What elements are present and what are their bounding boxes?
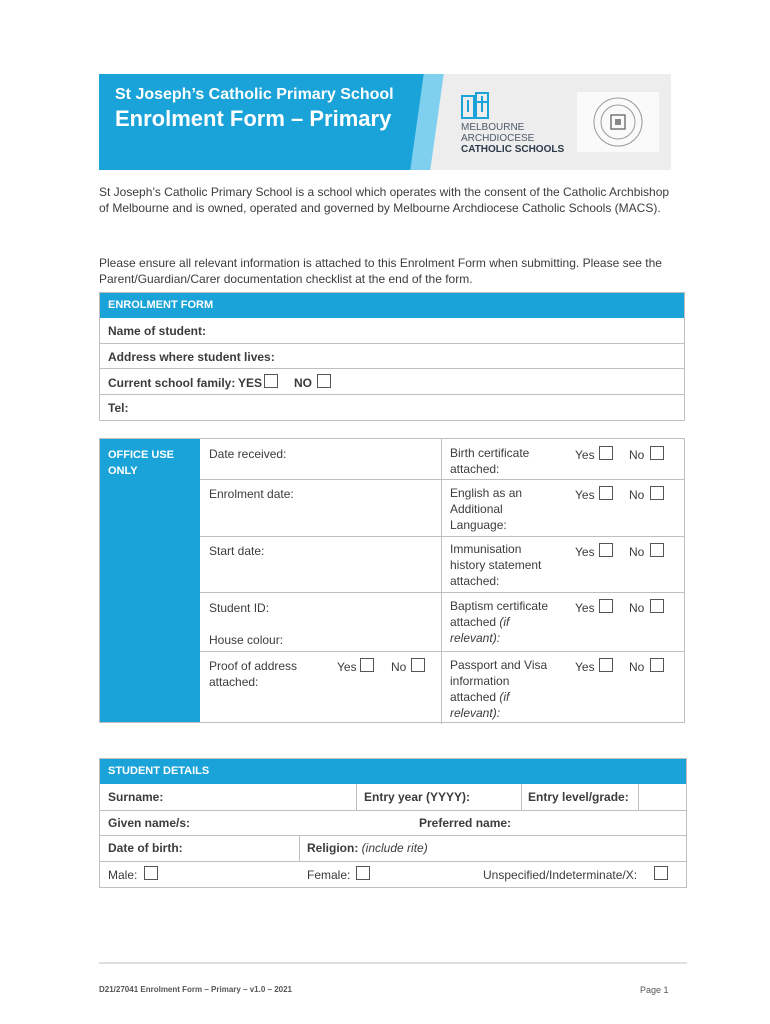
school-seal <box>577 92 659 152</box>
eal-line2: Additional <box>450 502 503 516</box>
current-family-yes-checkbox[interactable] <box>264 374 278 388</box>
unspecified-label: Unspecified/Indeterminate/X: <box>483 868 638 882</box>
macs-logo-icon <box>461 92 491 120</box>
macs-line1: MELBOURNE <box>461 122 525 133</box>
enrolment-form-header: ENROLMENT FORM <box>100 293 684 318</box>
baptism-line3: relevant): <box>450 631 501 645</box>
row-divider <box>100 810 686 811</box>
passport-line2: information <box>450 674 510 688</box>
passport-line3-italic: (if <box>496 690 510 704</box>
birth-cert-yes-label: Yes <box>575 448 595 462</box>
passport-no-checkbox[interactable] <box>650 658 664 672</box>
baptism-line1: Baptism certificate <box>450 599 549 613</box>
eal-line3: Language: <box>450 518 507 532</box>
passport-yes-checkbox[interactable] <box>599 658 613 672</box>
baptism-line2-italic: (if <box>496 615 510 629</box>
baptism-no-label: No <box>629 601 645 615</box>
school-seal-icon <box>577 92 659 152</box>
row-divider <box>200 479 684 480</box>
office-use-line1: OFFICE USE <box>108 449 175 461</box>
row-divider <box>100 368 684 369</box>
row-divider <box>200 592 684 593</box>
immun-no-checkbox[interactable] <box>650 543 664 557</box>
student-details-header: STUDENT DETAILS <box>100 759 686 784</box>
macs-line3: CATHOLIC SCHOOLS <box>461 144 565 155</box>
header-banner <box>99 74 671 170</box>
unspecified-checkbox[interactable] <box>654 866 668 880</box>
baptism-yes-checkbox[interactable] <box>599 599 613 613</box>
office-use-line2: ONLY <box>108 465 138 477</box>
intro-paragraph-1: St Joseph’s Catholic Primary School is a school which operates with the consent of the Catholic Archbishop of Melbourne and is owned, operated and governed by Melbourne Archdiocese Catholic Schools (MACS). <box>99 185 670 215</box>
passport-line1: Passport and Visa <box>450 658 548 672</box>
student-details-table <box>99 758 687 888</box>
student-id-label: Student ID: <box>209 601 270 615</box>
female-checkbox[interactable] <box>356 866 370 880</box>
eal-yes-checkbox[interactable] <box>599 486 613 500</box>
birth-cert-line1: Birth certificate <box>450 446 530 460</box>
religion-hint: (include rite) <box>361 841 428 855</box>
column-divider <box>638 784 639 810</box>
surname-label: Surname: <box>108 790 164 804</box>
preferred-name-label: Preferred name: <box>419 816 512 830</box>
document-reference: D21/27041 Enrolment Form – Primary – v1.0 – 2021 <box>99 985 292 994</box>
proof-address-yes-checkbox[interactable] <box>360 658 374 672</box>
male-checkbox[interactable] <box>144 866 158 880</box>
row-divider <box>100 861 686 862</box>
proof-address-yes-label: Yes <box>337 660 357 674</box>
proof-address-line2: attached: <box>209 675 259 689</box>
eal-line1: English as an <box>450 486 523 500</box>
baptism-line2: attached <box>450 615 497 629</box>
immun-no-label: No <box>629 545 645 559</box>
proof-address-no-checkbox[interactable] <box>411 658 425 672</box>
eal-no-checkbox[interactable] <box>650 486 664 500</box>
form-title: Enrolment Form – Primary <box>115 106 392 131</box>
birth-cert-no-label: No <box>629 448 645 462</box>
enrolment-form-table <box>99 292 685 421</box>
current-family-no-checkbox[interactable] <box>317 374 331 388</box>
female-label: Female: <box>307 868 351 882</box>
office-use-table <box>99 438 685 723</box>
school-name: St Joseph’s Catholic Primary School <box>115 86 394 103</box>
current-family-yes-label: YES <box>238 376 263 390</box>
proof-address-line1: Proof of address <box>209 659 298 673</box>
column-divider <box>299 835 300 861</box>
page-number: Page 1 <box>640 985 669 995</box>
row-divider <box>100 343 684 344</box>
dob-label: Date of birth: <box>108 841 183 855</box>
row-divider <box>200 651 684 652</box>
passport-yes-label: Yes <box>575 660 595 674</box>
birth-certificate-label <box>450 445 529 477</box>
proof-address-no-label: No <box>391 660 407 674</box>
birth-cert-yes-checkbox[interactable] <box>599 446 613 460</box>
passport-no-label: No <box>629 660 645 674</box>
start-date-label: Start date: <box>209 544 265 558</box>
eal-no-label: No <box>629 488 645 502</box>
current-family-no-label: NO <box>294 376 312 390</box>
footer-divider <box>99 962 687 964</box>
immunisation-label <box>450 541 541 589</box>
passport-line3: attached <box>450 690 497 704</box>
office-use-sidebar <box>100 439 200 722</box>
student-name-label: Name of student: <box>108 324 207 338</box>
entry-level-label: Entry level/grade: <box>528 790 629 804</box>
religion-text: Religion: <box>307 841 359 855</box>
birth-cert-line2: attached: <box>450 462 500 476</box>
macs-line2: ARCHDIOCESE <box>461 133 535 144</box>
immun-line3: attached: <box>450 574 500 588</box>
intro-paragraph-2: Please ensure all relevant information is attached to this Enrolment Form when submitting. Please see the Parent/Guardian/Carer documentation checklist at the end of the form. <box>99 256 662 286</box>
macs-wordmark <box>461 122 564 155</box>
column-divider <box>356 784 357 810</box>
birth-cert-no-checkbox[interactable] <box>650 446 664 460</box>
immun-line1: Immunisation <box>450 542 522 556</box>
column-divider <box>441 439 442 724</box>
passport-visa-label <box>450 657 547 721</box>
male-label: Male: <box>108 868 138 882</box>
religion-label <box>307 841 428 855</box>
column-divider <box>521 784 522 810</box>
baptism-no-checkbox[interactable] <box>650 599 664 613</box>
eal-yes-label: Yes <box>575 488 595 502</box>
baptism-yes-label: Yes <box>575 601 595 615</box>
entry-year-label: Entry year (YYYY): <box>364 790 471 804</box>
tel-label: Tel: <box>108 401 129 415</box>
passport-line4: relevant): <box>450 706 501 720</box>
office-use-label <box>108 447 174 479</box>
baptism-label <box>450 598 548 646</box>
address-label: Address where student lives: <box>108 350 275 364</box>
given-names-label: Given name/s: <box>108 816 191 830</box>
row-divider <box>100 394 684 395</box>
proof-of-address-label <box>209 658 297 690</box>
row-divider <box>100 835 686 836</box>
immun-yes-label: Yes <box>575 545 595 559</box>
date-received-label: Date received: <box>209 447 287 461</box>
current-family-label: Current school family: <box>108 376 236 390</box>
house-colour-label: House colour: <box>209 633 284 647</box>
immun-yes-checkbox[interactable] <box>599 543 613 557</box>
immun-line2: history statement <box>450 558 542 572</box>
enrolment-date-label: Enrolment date: <box>209 487 294 501</box>
row-divider <box>200 536 684 537</box>
eal-label <box>450 485 522 533</box>
